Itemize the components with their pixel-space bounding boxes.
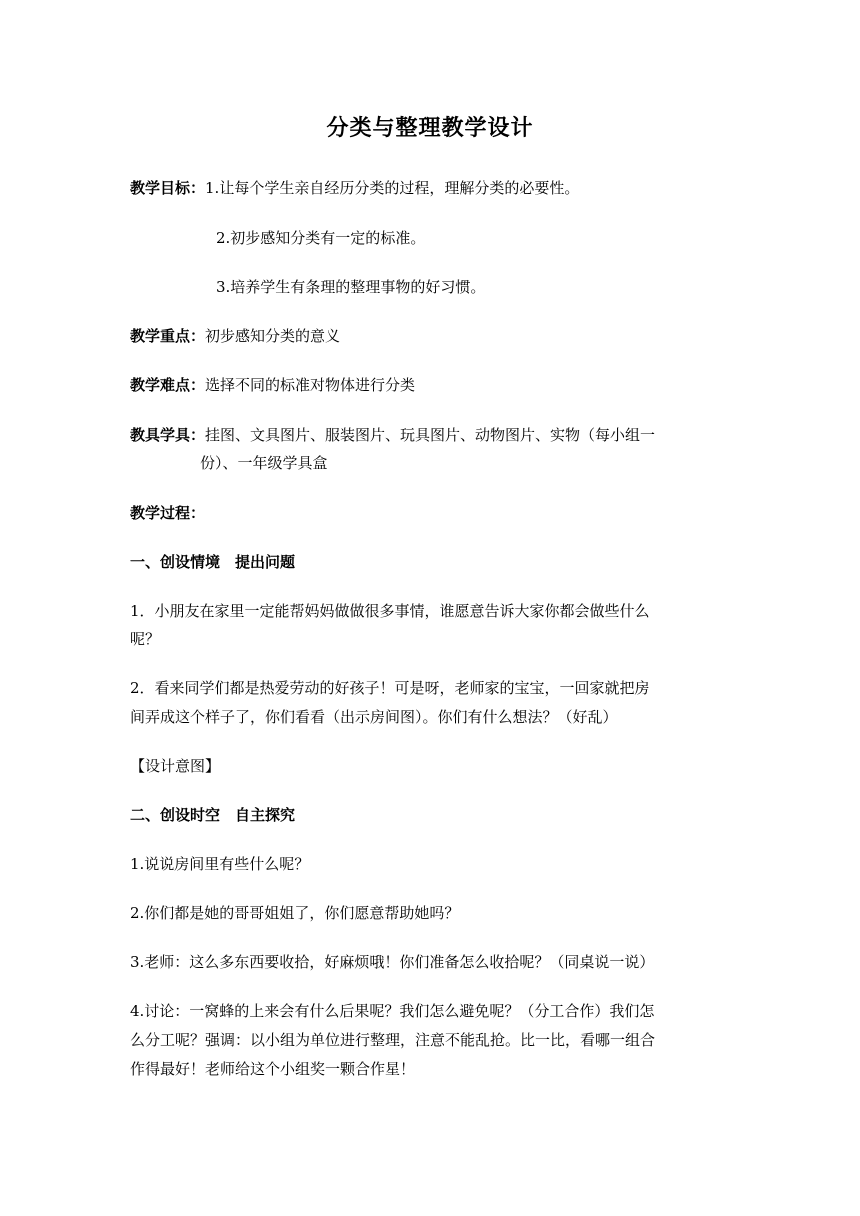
objective-item-1: 1.让每个学生亲自经历分类的过程，理解分类的必要性。 <box>205 179 580 197</box>
objectives-label: 教学目标： <box>130 179 206 197</box>
difficulty-text: 选择不同的标准对物体进行分类 <box>205 376 416 394</box>
materials-text-2: 份）、一年级学具盒 <box>200 454 328 472</box>
design-intent-label: 【设计意图】 <box>130 757 221 775</box>
difficulty-label: 教学难点： <box>130 376 206 394</box>
section-2-question-4-line-1: 4.讨论：一窝蜂的上来会有什么后果呢？我们怎么避免呢？（分工合作）我们怎 <box>130 1002 655 1020</box>
section-1-paragraph-2-line-1: 2．看来同学们都是热爱劳动的好孩子！可是呀，老师家的宝宝，一回家就把房 <box>130 679 650 697</box>
section-1-paragraph-1-line-2: 呢？ <box>130 630 161 648</box>
section-2-question-4-line-3: 作得最好！老师给这个小组奖一颗合作星！ <box>130 1060 416 1078</box>
difficulty-line <box>130 375 415 395</box>
key-point-label: 教学重点： <box>130 327 206 345</box>
process-label: 教学过程： <box>130 504 206 522</box>
materials-line-1 <box>130 425 655 445</box>
section-1-paragraph-1-line-1: 1．小朋友在家里一定能帮妈妈做做很多事情，谁愿意告诉大家你都会做些什么 <box>130 602 650 620</box>
section-2-question-4-line-2: 么分工呢？强调：以小组为单位进行整理，注意不能乱抢。比一比，看哪一组合 <box>130 1031 656 1049</box>
section-1-heading: 一、创设情境 提出问题 <box>130 553 296 571</box>
section-2-question-3: 3.老师：这么多东西要收拾，好麻烦哦！你们准备怎么收拾呢？（同桌说一说） <box>130 953 655 971</box>
section-2-question-1: 1.说说房间里有些什么呢？ <box>130 855 310 873</box>
document-title: 分类与整理教学设计 <box>326 116 534 141</box>
section-2-heading: 二、创设时空 自主探究 <box>130 806 296 824</box>
objective-item-2: 2.初步感知分类有一定的标准。 <box>216 229 426 247</box>
objective-item-3: 3.培养学生有条理的整理事物的好习惯。 <box>216 278 486 296</box>
key-point-line <box>130 326 340 346</box>
materials-text-1: 挂图、文具图片、服装图片、玩具图片、动物图片、实物（每小组一 <box>205 426 656 444</box>
materials-label: 教具学具： <box>130 426 206 444</box>
key-point-text: 初步感知分类的意义 <box>205 327 341 345</box>
section-1-paragraph-2-line-2: 间弄成这个样子了，你们看看（出示房间图）。你们有什么想法？（好乱） <box>130 708 618 726</box>
section-2-question-2: 2.你们都是她的哥哥姐姐了，你们愿意帮助她吗？ <box>130 904 460 922</box>
objectives-line-1 <box>130 178 579 198</box>
